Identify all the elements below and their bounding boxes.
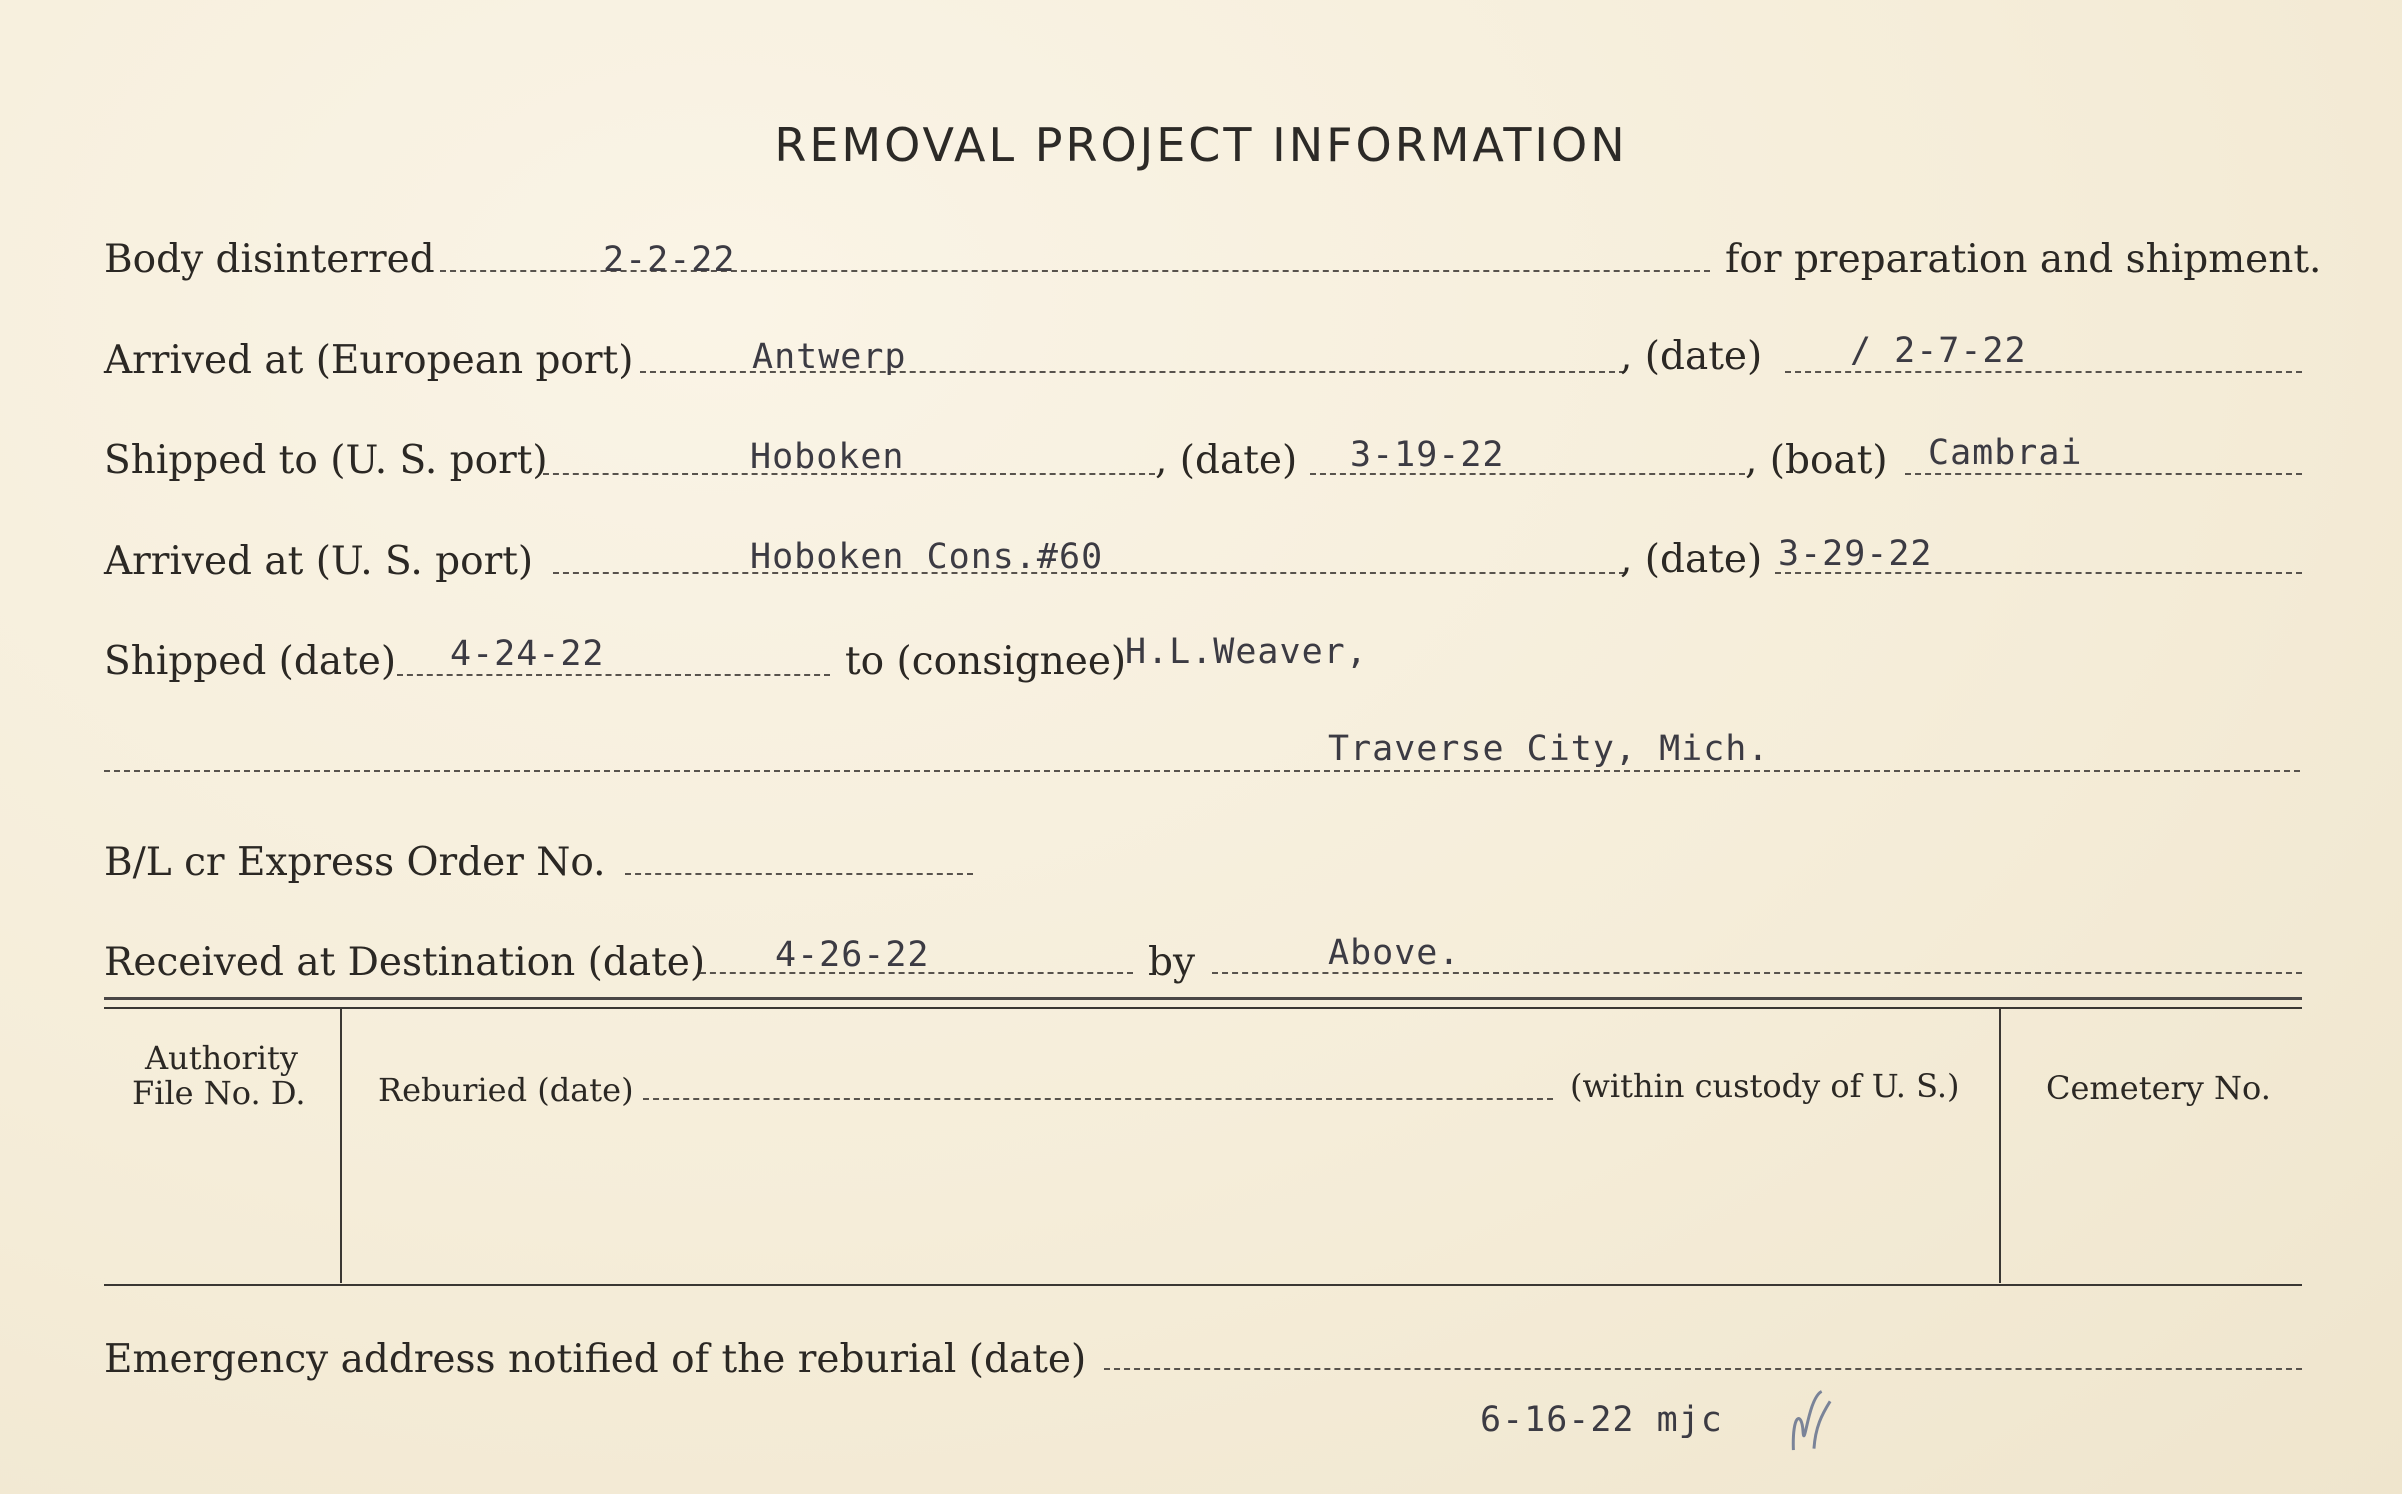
- emergency-line: [1104, 1368, 2302, 1370]
- cemetery-label: Cemetery No.: [2046, 1069, 2271, 1107]
- consignee-value: H.L.Weaver,: [1125, 632, 1368, 672]
- shipped-label: Shipped (date): [104, 639, 397, 684]
- box-divider-right: [1999, 1008, 2001, 1283]
- received-label: Received at Destination (date): [104, 940, 706, 985]
- authority-label: Authority: [145, 1039, 298, 1077]
- address-line: [104, 770, 2300, 772]
- box-top-rule: [104, 997, 2302, 1000]
- file-no-label: File No. D.: [132, 1074, 306, 1112]
- shipped-value: 4-24-22: [450, 634, 605, 674]
- arrived-us-date-label: , (date): [1620, 537, 1763, 582]
- reburied-line: [643, 1098, 1553, 1100]
- received-by-value: Above.: [1328, 933, 1461, 973]
- arrived-europe-label: Arrived at (European port): [104, 338, 634, 383]
- bl-label: B/L cr Express Order No.: [104, 840, 606, 885]
- shipped-us-label: Shipped to (U. S. port): [104, 438, 548, 483]
- received-value: 4-26-22: [775, 935, 930, 975]
- arrived-europe-value: Antwerp: [752, 337, 907, 377]
- shipped-line: [397, 674, 830, 676]
- arrived-europe-date-value: / 2-7-22: [1850, 331, 2027, 371]
- handwritten-initials-mark: [1767, 1379, 1859, 1480]
- consignee-label: to (consignee): [845, 639, 1127, 684]
- card-title: REMOVAL PROJECT INFORMATION: [774, 118, 1628, 172]
- box-top-rule-inner: [104, 1007, 2302, 1009]
- footer-note: 6-16-22 mjc: [1480, 1400, 1723, 1440]
- arrived-us-label: Arrived at (U. S. port): [104, 539, 534, 584]
- arrived-us-date-value: 3-29-22: [1778, 534, 1933, 574]
- shipped-us-date-value: 3-19-22: [1350, 435, 1505, 475]
- shipped-us-date-label: , (date): [1155, 438, 1298, 483]
- bl-line: [625, 873, 973, 875]
- consignee-address: Traverse City, Mich.: [1328, 729, 1770, 769]
- shipped-us-value: Hoboken: [750, 437, 905, 477]
- emergency-label: Emergency address notified of the reburial (date): [104, 1337, 1087, 1382]
- arrived-europe-date-line: [1785, 371, 2302, 373]
- box-divider-left: [340, 1008, 342, 1283]
- box-bottom-rule: [104, 1284, 2302, 1286]
- custody-label: (within custody of U. S.): [1570, 1067, 1960, 1105]
- reburied-label: Reburied (date): [378, 1071, 634, 1109]
- shipped-us-boat-line: [1905, 473, 2302, 475]
- shipped-us-boat-label: , (boat): [1745, 438, 1888, 483]
- arrived-us-value: Hoboken Cons.#60: [750, 537, 1104, 577]
- disinterred-label: Body disinterred: [104, 237, 435, 282]
- disinterred-value: 2-2-22: [603, 240, 736, 280]
- received-by-label: by: [1148, 940, 1195, 985]
- shipped-us-boat-value: Cambrai: [1928, 433, 2083, 473]
- disinterred-suffix: for preparation and shipment.: [1725, 237, 2322, 282]
- arrived-europe-date-label: , (date): [1620, 334, 1763, 379]
